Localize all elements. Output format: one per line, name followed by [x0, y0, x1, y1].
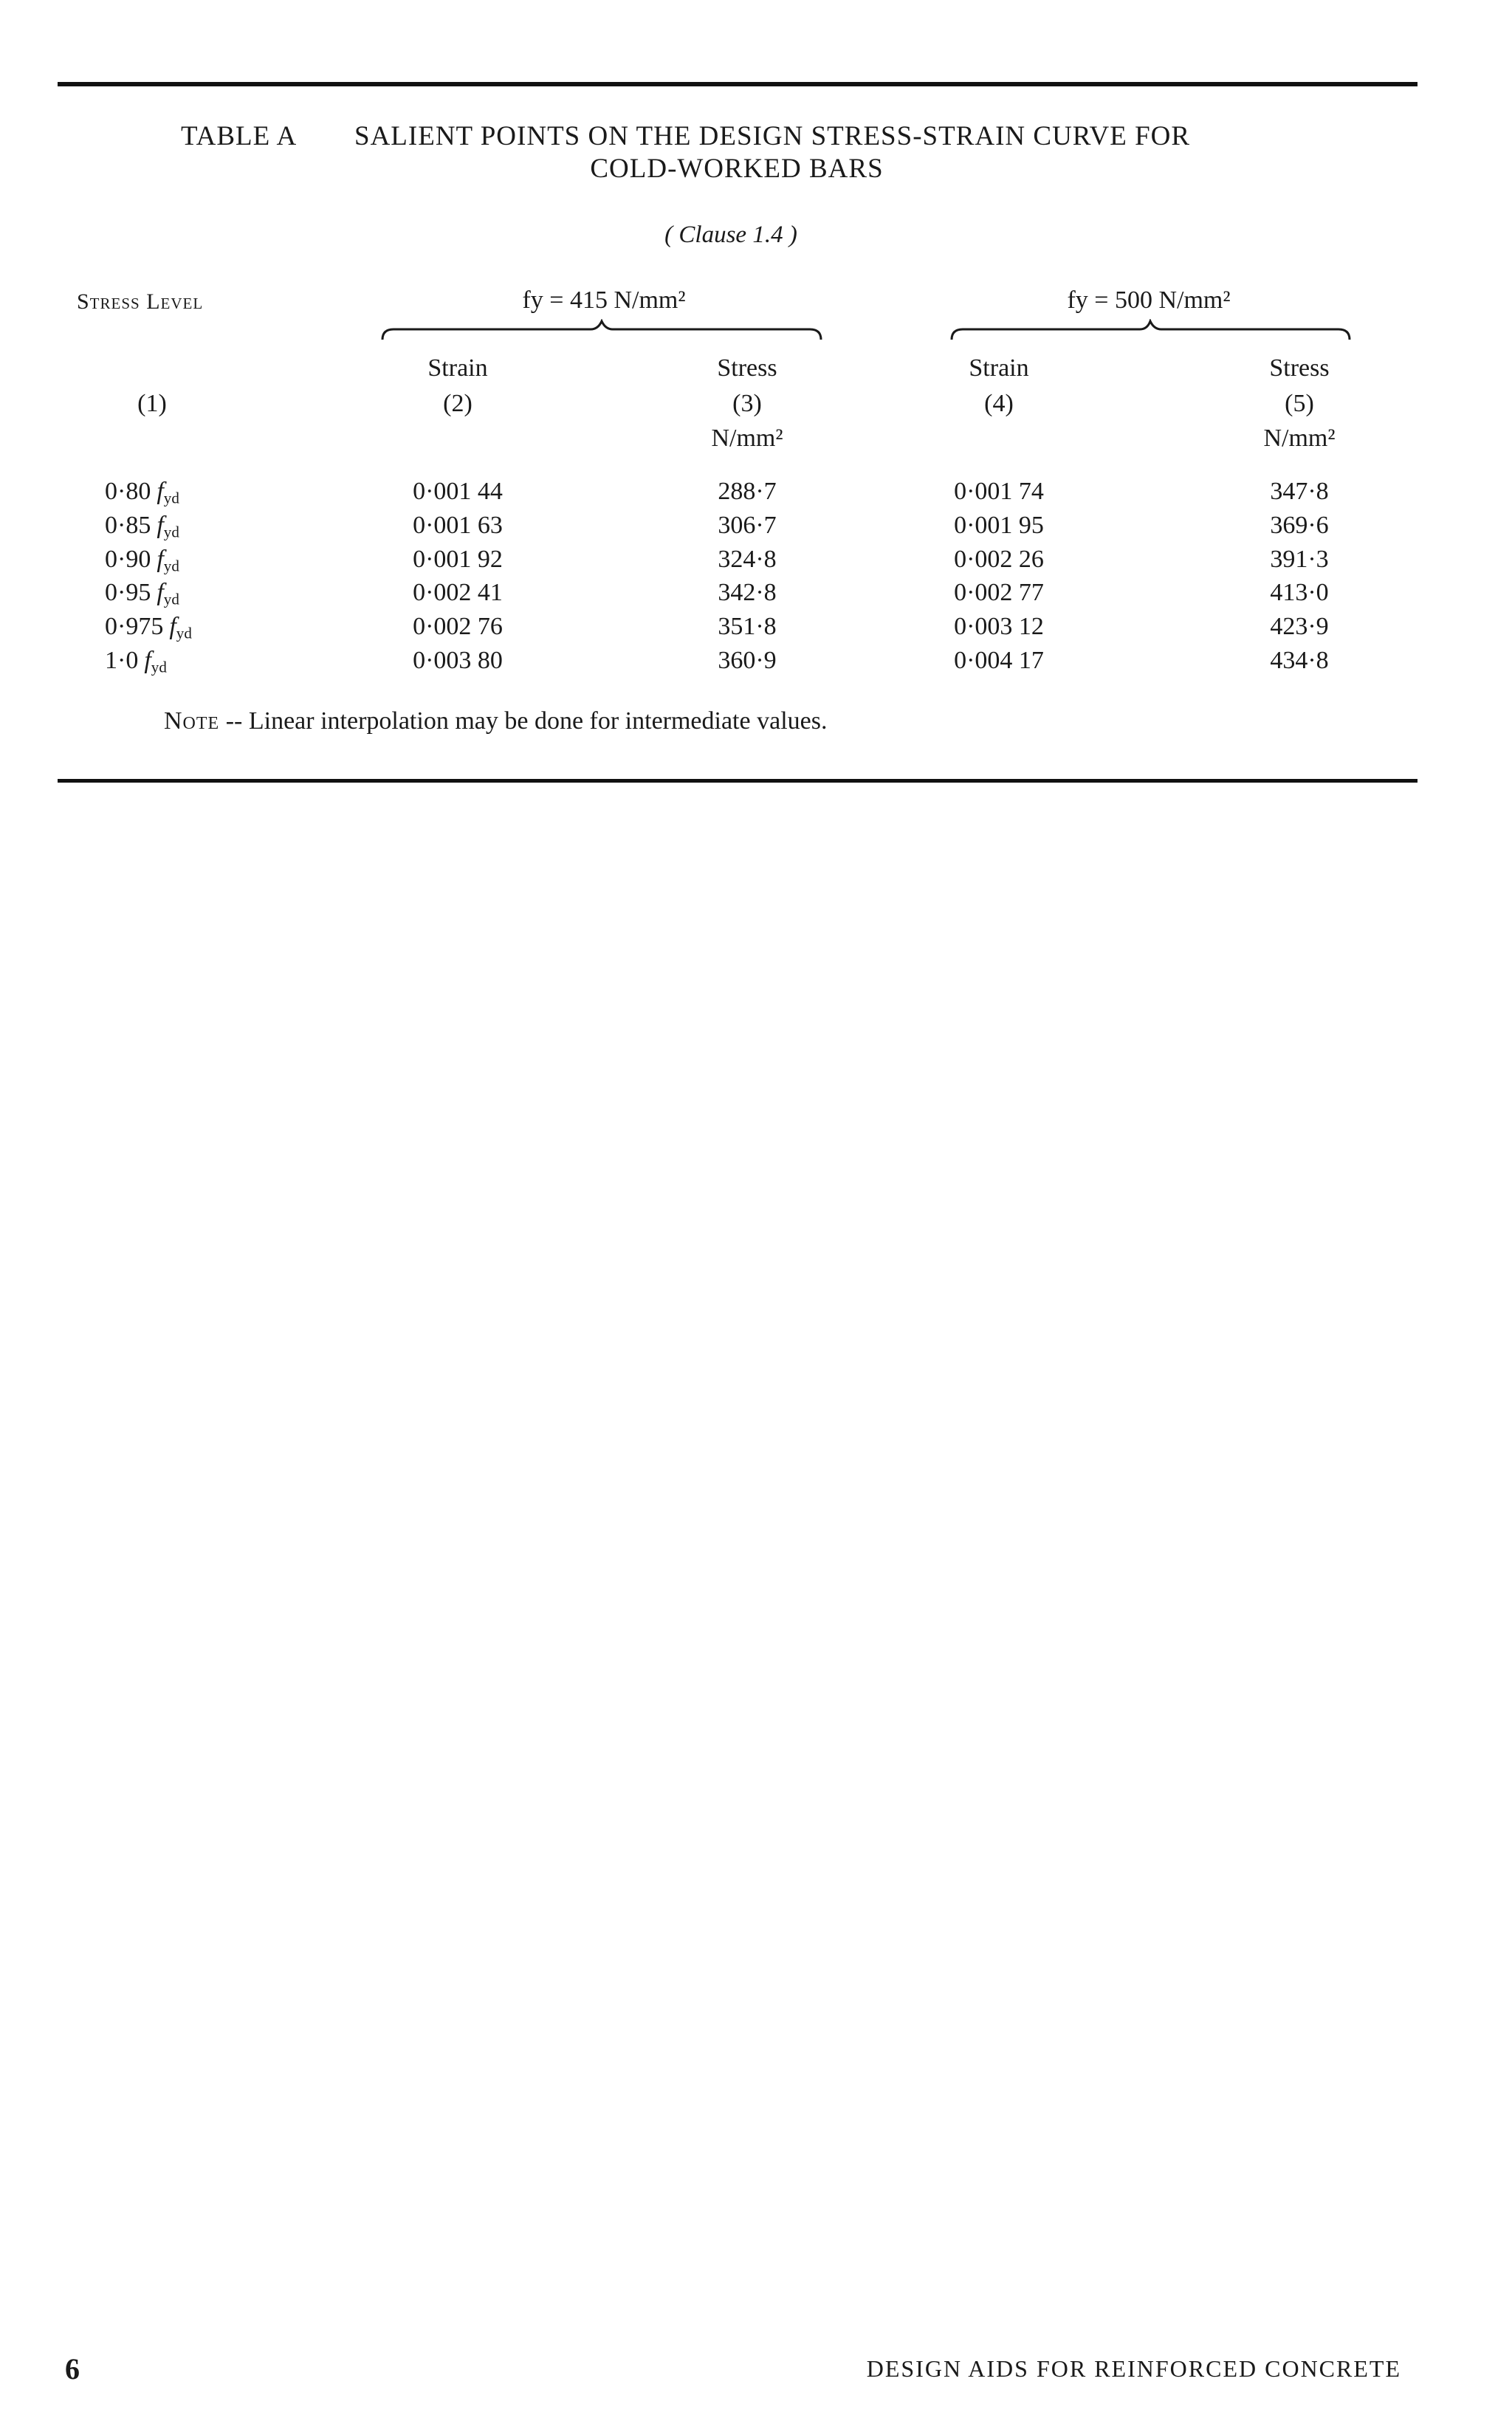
- strain-415-cell: [413, 647, 503, 675]
- stress-level-cell: [105, 647, 167, 676]
- column-number-3: (3): [732, 390, 762, 417]
- stress-level-header: Stress Level: [77, 289, 204, 314]
- stress-level-cell: [105, 579, 179, 608]
- page-number: 6: [65, 2352, 80, 2386]
- group1-stress-unit: N/mm²: [711, 425, 783, 452]
- stress-415-cell: [718, 478, 776, 506]
- design-yield-symbol: $f_{yd}$: [157, 478, 179, 507]
- strain-500-cell: [954, 512, 1044, 540]
- stress-500-cell: [1270, 613, 1328, 641]
- note-text: -- Linear interpolation may be done for intermediate values.: [225, 707, 828, 735]
- strain-415-cell-value: 0·002 41: [413, 579, 503, 606]
- strain-500-cell-value: 0·002 26: [954, 546, 1044, 573]
- group2-stress-unit: N/mm²: [1263, 425, 1336, 452]
- strain-415-cell-value: 0·001 92: [413, 546, 503, 573]
- strain-500-cell: [954, 613, 1044, 641]
- stress-level-cell-value: 0·90: [105, 546, 151, 573]
- stress-level-cell: [105, 512, 179, 541]
- group1-brace: [380, 319, 823, 341]
- group2-brace: [949, 319, 1352, 341]
- stress-415-cell: [718, 613, 776, 641]
- top-rule: [58, 82, 1418, 86]
- strain-500-cell: [954, 647, 1044, 675]
- strain-415-cell-value: 0·002 76: [413, 613, 503, 640]
- strain-415-cell: [413, 478, 503, 506]
- strain-415-cell-value: 0·001 44: [413, 478, 503, 505]
- stress-level-cell: [105, 613, 192, 642]
- stress-415-cell-value: 288·7: [718, 478, 777, 505]
- strain-415-cell: [413, 512, 503, 540]
- strain-500-cell-value: 0·001 74: [954, 478, 1044, 505]
- strain-415-cell: [413, 579, 503, 607]
- design-yield-symbol: $f_{yd}$: [157, 579, 179, 608]
- group2-yield-label: fy = 500 N/mm²: [1067, 286, 1231, 314]
- stress-500-cell-value: 423·9: [1270, 613, 1329, 640]
- column-number-5: (5): [1285, 390, 1314, 417]
- stress-500-cell-value: 391·3: [1270, 546, 1329, 573]
- stress-500-cell-value: 347·8: [1270, 478, 1329, 505]
- table-title-line1: SALIENT POINTS ON THE DESIGN STRESS-STRAIN CURVE FOR: [354, 121, 1191, 151]
- stress-level-cell-value: 0·85: [105, 512, 151, 539]
- table-title-line2: COLD-WORKED BARS: [590, 154, 884, 184]
- strain-500-cell-value: 0·001 95: [954, 512, 1044, 539]
- column-number-4: (4): [984, 390, 1014, 417]
- strain-415-cell-value: 0·003 80: [413, 647, 503, 674]
- strain-500-cell: [954, 546, 1044, 574]
- group2-stress-header: Stress: [1269, 354, 1330, 382]
- running-footer: DESIGN AIDS FOR REINFORCED CONCRETE: [866, 2355, 1401, 2382]
- strain-415-cell: [413, 546, 503, 574]
- stress-415-cell-value: 324·8: [718, 546, 777, 573]
- strain-500-cell-value: 0·003 12: [954, 613, 1044, 640]
- stress-500-cell: [1270, 478, 1328, 506]
- column-number-2: (2): [443, 390, 472, 417]
- bottom-rule: [58, 779, 1418, 783]
- stress-415-cell-value: 342·8: [718, 579, 777, 606]
- group1-strain-header: Strain: [427, 354, 488, 382]
- group1-yield-label: fy = 415 N/mm²: [522, 286, 686, 314]
- strain-500-cell-value: 0·002 77: [954, 579, 1044, 606]
- stress-415-cell: [718, 512, 776, 540]
- strain-415-cell-value: 0·001 63: [413, 512, 503, 539]
- stress-415-cell: [718, 579, 776, 607]
- strain-500-cell: [954, 579, 1044, 607]
- design-yield-symbol: $f_{yd}$: [157, 512, 179, 541]
- column-number-1: (1): [137, 390, 167, 417]
- stress-level-cell-value: 0·95: [105, 579, 151, 606]
- stress-500-cell: [1270, 579, 1328, 607]
- design-yield-symbol: $f_{yd}$: [169, 613, 192, 642]
- note-label: Note: [164, 707, 220, 735]
- strain-500-cell-value: 0·004 17: [954, 647, 1044, 674]
- stress-500-cell: [1270, 512, 1328, 540]
- stress-level-cell-value: 0·975: [105, 613, 164, 640]
- table-label: TABLE A: [181, 121, 298, 151]
- stress-415-cell-value: 306·7: [718, 512, 777, 539]
- stress-415-cell: [718, 647, 776, 675]
- stress-level-cell: [105, 546, 179, 575]
- stress-415-cell-value: 360·9: [718, 647, 777, 674]
- stress-level-cell-value: 1·0: [105, 647, 139, 674]
- strain-415-cell: [413, 613, 503, 641]
- stress-500-cell: [1270, 647, 1328, 675]
- design-yield-symbol: $f_{yd}$: [157, 546, 179, 575]
- strain-500-cell: [954, 478, 1044, 506]
- stress-500-cell: [1270, 546, 1328, 574]
- stress-level-cell: [105, 478, 179, 507]
- table-note: [164, 707, 827, 735]
- group2-strain-header: Strain: [969, 354, 1029, 382]
- stress-415-cell-value: 351·8: [718, 613, 777, 640]
- clause-reference: ( Clause 1.4 ): [664, 221, 797, 248]
- stress-500-cell-value: 413·0: [1270, 579, 1329, 606]
- stress-500-cell-value: 434·8: [1270, 647, 1329, 674]
- stress-level-cell-value: 0·80: [105, 478, 151, 505]
- design-yield-symbol: $f_{yd}$: [144, 647, 167, 676]
- stress-415-cell: [718, 546, 776, 574]
- stress-500-cell-value: 369·6: [1270, 512, 1329, 539]
- group1-stress-header: Stress: [717, 354, 777, 382]
